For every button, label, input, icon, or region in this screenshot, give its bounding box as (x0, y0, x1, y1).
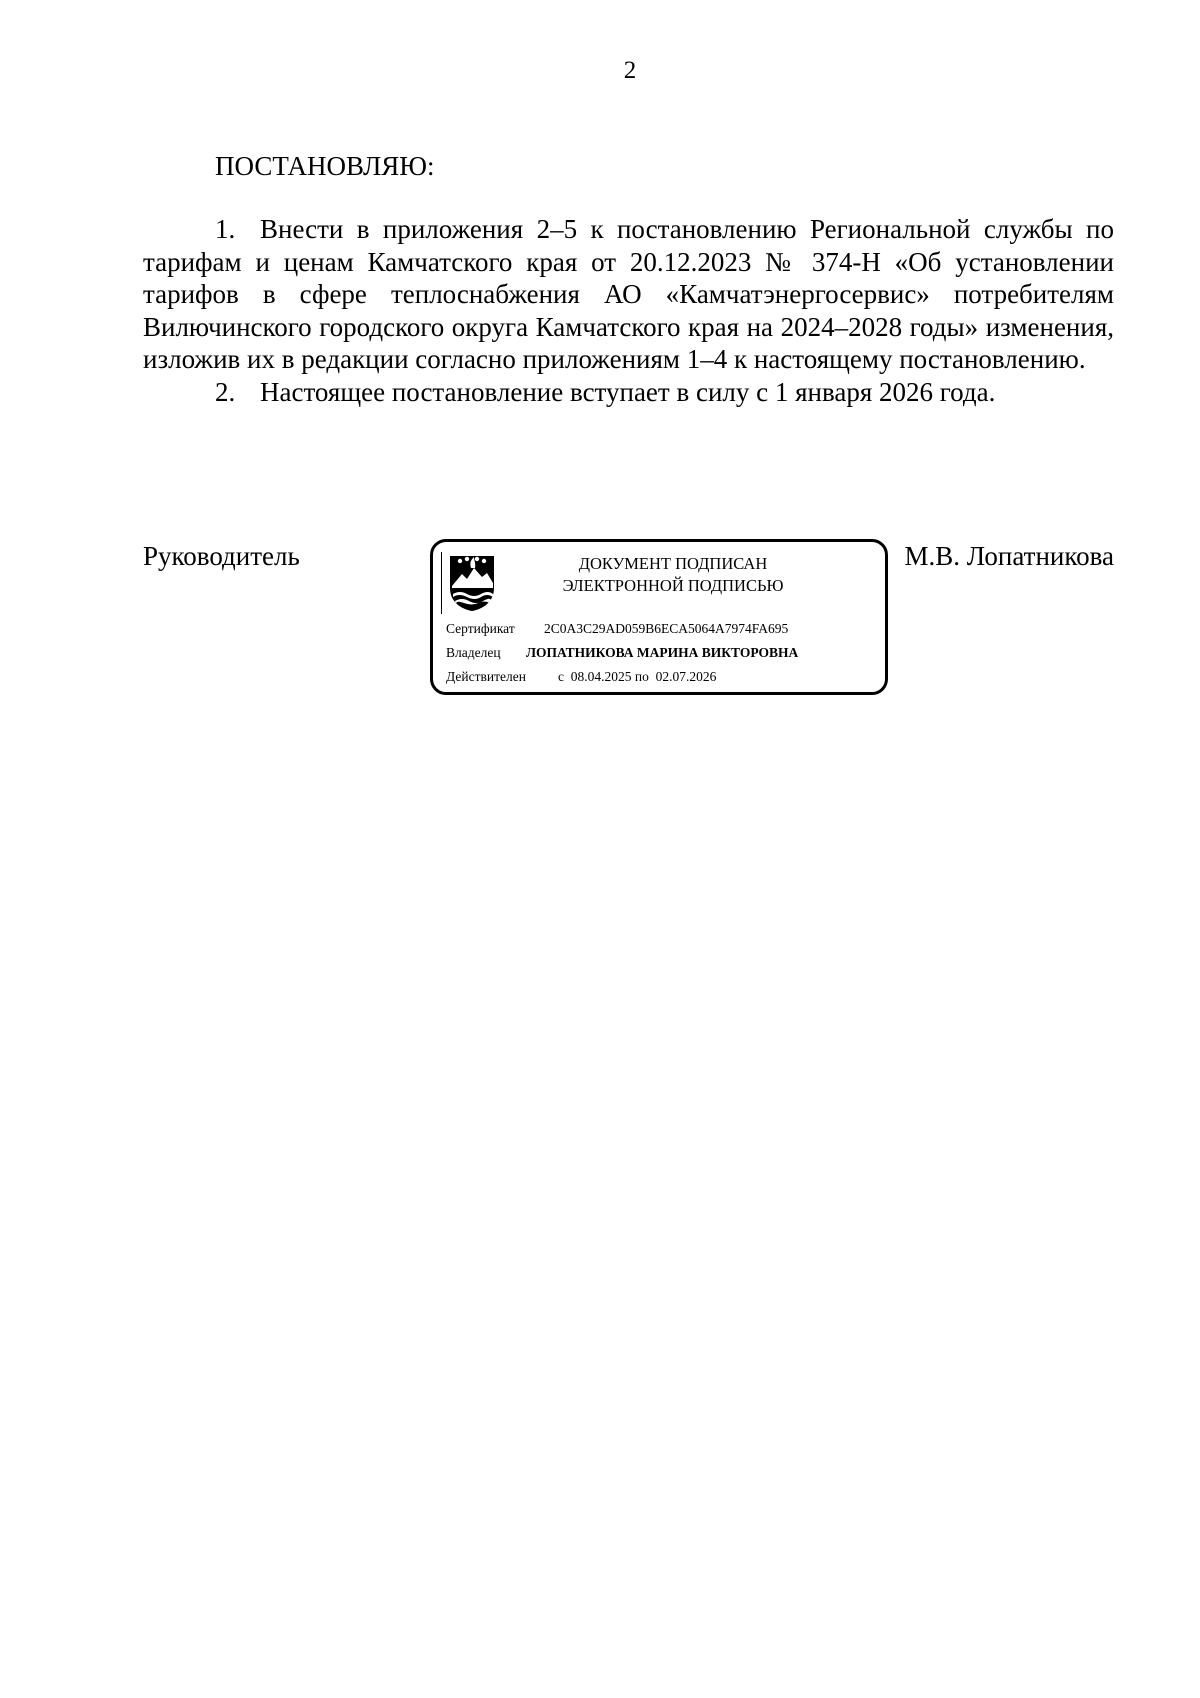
kamchatka-emblem-icon (447, 552, 497, 612)
paragraph-1-number: 1. (215, 214, 236, 244)
stamp-owner-row (446, 644, 798, 662)
signatory-position: Руководитель (143, 541, 300, 571)
stamp-divider (441, 552, 442, 614)
stamp-owner-value: ЛОПАТНИКОВА МАРИНА ВИКТОРОВНА (526, 645, 799, 660)
stamp-validity-label: Действителен (446, 669, 526, 684)
signatory-name: М.В. Лопатникова (904, 541, 1114, 571)
stamp-validity-row (446, 668, 716, 686)
decree-body (143, 213, 1114, 408)
page-number: 2 (623, 57, 637, 84)
stamp-owner-label: Владелец (446, 645, 501, 660)
stamp-certificate-value: 2C0A3C29AD059B6ECA5064A7974FA695 (544, 621, 789, 636)
stamp-title-line2: ЭЛЕКТРОННОЙ ПОДПИСЬЮ (562, 576, 784, 595)
paragraph-2-number: 2. (215, 376, 236, 407)
stamp-certificate-label: Сертификат (446, 621, 515, 636)
paragraph-1-text: Внести в приложения 2–5 к постановлению Региональной службы по тарифам и ценам Камчатского края от 20.12.2023 № 374-Н «Об установлении тарифов в сфере теплоснабжения АО «Камчатэнергосервис» потребителям Вилючинского городского округа Камчатского края на 2024–2028 годы» изменения, изложив их в редакции согласно приложениям 1–4 к настоящему постановлению. (143, 214, 1114, 374)
stamp-title-line1: ДОКУМЕНТ ПОДПИСАН (578, 554, 768, 573)
stamp-certificate-row (446, 620, 788, 638)
stamp-validity-value: с 08.04.2025 по 02.07.2026 (558, 669, 717, 684)
decree-heading: ПОСТАНОВЛЯЮ: (215, 151, 435, 181)
paragraph-2 (143, 376, 1114, 409)
paragraph-1 (143, 213, 1114, 376)
electronic-signature-stamp (430, 539, 888, 695)
paragraph-2-text: Настоящее постановление вступает в силу с 1 января 2026 года. (260, 376, 996, 407)
